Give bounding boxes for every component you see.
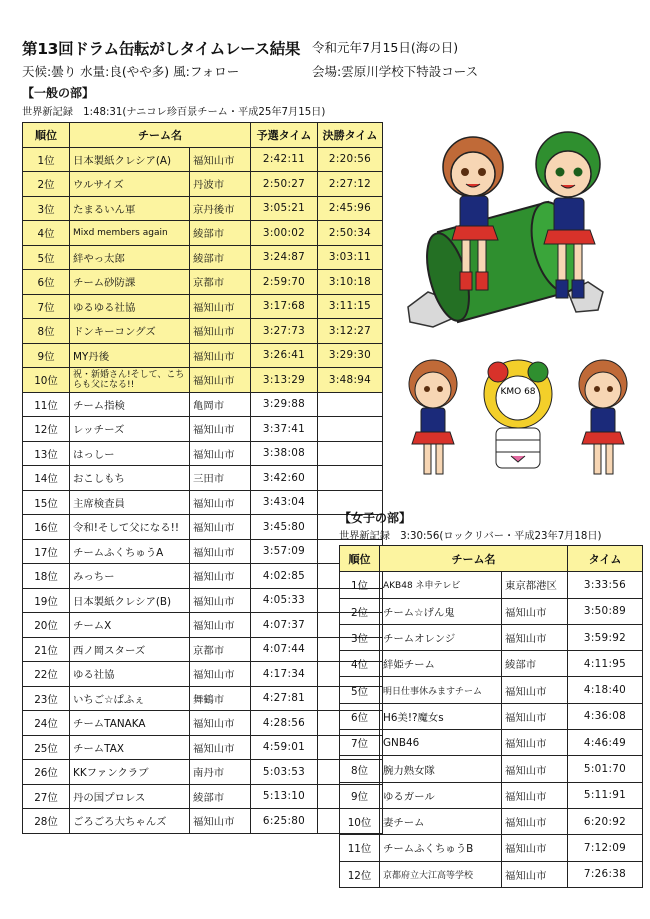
table-row — [23, 196, 383, 221]
team-name-cell: チームTANAKA — [70, 711, 190, 736]
rank-cell: 22位 — [23, 662, 70, 687]
rank-cell: 17位 — [23, 539, 70, 564]
city-cell: 福知山市 — [502, 703, 568, 729]
prelim-time-cell: 3:38:08 — [251, 441, 318, 466]
girl-mascot-right-icon — [579, 360, 627, 474]
team-name-cell: はっしー — [70, 441, 190, 466]
table-row — [23, 613, 383, 638]
prelim-time-cell: 3:42:60 — [251, 466, 318, 491]
general-world-record: 世界新記録 1:48:31(ナニコレ珍百景チーム・平成25年7月15日) — [22, 107, 326, 118]
table-row — [23, 809, 383, 834]
table-row — [23, 294, 383, 319]
rank-cell: 9位 — [23, 343, 70, 368]
time-cell: 7:26:38 — [568, 861, 643, 887]
prelim-time-cell: 3:57:09 — [251, 539, 318, 564]
women-world-record: 世界新記録 3:30:56(ロックリバー・平成23年7月18日) — [339, 531, 602, 542]
city-cell: 福知山市 — [502, 861, 568, 887]
team-name-cell: 明日仕事休みますチーム — [380, 677, 502, 703]
rank-cell: 12位 — [340, 861, 380, 887]
team-name-cell: 祝・新婚さん!そして、こちらも父になる!! — [70, 368, 190, 393]
team-name-cell: 主席検査員 — [70, 490, 190, 515]
city-cell: 綾部市 — [190, 221, 251, 246]
final-time-cell: 3:03:11 — [318, 245, 383, 270]
time-cell: 4:18:40 — [568, 677, 643, 703]
team-name-cell: チームオレンジ — [380, 624, 502, 650]
prelim-time-cell: 3:05:21 — [251, 196, 318, 221]
final-time-cell: 2:50:34 — [318, 221, 383, 246]
prelim-time-cell: 3:43:04 — [251, 490, 318, 515]
city-cell: 福知山市 — [190, 588, 251, 613]
prelim-time-cell: 5:03:53 — [251, 760, 318, 785]
city-cell: 福知山市 — [502, 598, 568, 624]
general-section-heading: 【一般の部】 — [22, 86, 95, 100]
table-row — [23, 784, 383, 809]
table-row — [23, 490, 383, 515]
prelim-time-cell: 4:07:37 — [251, 613, 318, 638]
team-name-cell: チーム指検 — [70, 392, 190, 417]
table-row — [340, 703, 643, 729]
table-row — [23, 147, 383, 172]
header-final: 決勝タイム — [318, 123, 383, 148]
time-cell: 5:01:70 — [568, 756, 643, 782]
rank-cell: 15位 — [23, 490, 70, 515]
header-team: チーム名 — [380, 546, 568, 572]
rank-cell: 4位 — [23, 221, 70, 246]
team-name-cell: Mixd members again — [70, 221, 190, 246]
final-time-cell: 3:10:18 — [318, 270, 383, 295]
table-row — [23, 735, 383, 760]
final-time-cell — [318, 417, 383, 442]
final-time-cell — [318, 392, 383, 417]
final-time-cell: 3:12:27 — [318, 319, 383, 344]
city-cell: 福知山市 — [190, 147, 251, 172]
team-name-cell: 日本製紙クレシア(A) — [70, 147, 190, 172]
team-name-cell: 日本製紙クレシア(B) — [70, 588, 190, 613]
rank-cell: 6位 — [23, 270, 70, 295]
city-cell: 亀岡市 — [190, 392, 251, 417]
team-name-cell: 絆やっ太郎 — [70, 245, 190, 270]
final-time-cell: 2:20:56 — [318, 147, 383, 172]
prelim-time-cell: 3:26:41 — [251, 343, 318, 368]
prelim-time-cell: 3:45:80 — [251, 515, 318, 540]
team-name-cell: 令和!そして父になる!! — [70, 515, 190, 540]
city-cell: 福知山市 — [502, 782, 568, 808]
prelim-time-cell: 2:59:70 — [251, 270, 318, 295]
rank-cell: 12位 — [23, 417, 70, 442]
team-name-cell: ゆるガール — [380, 782, 502, 808]
table-row — [23, 564, 383, 589]
women-section-heading: 【女子の部】 — [339, 511, 412, 525]
city-cell: 福知山市 — [502, 835, 568, 861]
team-name-cell: 妻チーム — [380, 808, 502, 834]
table-row — [23, 221, 383, 246]
city-cell: 綾部市 — [502, 651, 568, 677]
team-name-cell: ドンキーコングズ — [70, 319, 190, 344]
table-row — [340, 756, 643, 782]
table-row — [23, 711, 383, 736]
time-cell: 3:33:56 — [568, 572, 643, 598]
city-cell: 福知山市 — [190, 319, 251, 344]
final-time-cell — [318, 466, 383, 491]
city-cell: 福知山市 — [190, 294, 251, 319]
prelim-time-cell: 3:37:41 — [251, 417, 318, 442]
city-cell: 福知山市 — [190, 735, 251, 760]
event-date: 令和元年7月15日(海の日) — [312, 40, 459, 55]
prelim-time-cell: 3:13:29 — [251, 368, 318, 393]
team-name-cell: チームふくちゅうA — [70, 539, 190, 564]
prelim-time-cell: 3:17:68 — [251, 294, 318, 319]
table-row — [340, 730, 643, 756]
women-results-table — [339, 545, 643, 888]
city-cell: 福知山市 — [190, 809, 251, 834]
team-name-cell: MY丹後 — [70, 343, 190, 368]
prelim-time-cell: 5:13:10 — [251, 784, 318, 809]
rank-cell: 21位 — [23, 637, 70, 662]
drum-girls-illustration — [398, 122, 638, 342]
table-row — [340, 572, 643, 598]
table-row — [23, 662, 383, 687]
city-cell: 福知山市 — [190, 441, 251, 466]
table-row — [23, 539, 383, 564]
rank-cell: 8位 — [23, 319, 70, 344]
prelim-time-cell: 3:29:88 — [251, 392, 318, 417]
rank-cell: 13位 — [23, 441, 70, 466]
city-cell: 福知山市 — [502, 677, 568, 703]
rank-cell: 1位 — [340, 572, 380, 598]
team-name-cell: 絆姫チーム — [380, 651, 502, 677]
rank-cell: 7位 — [340, 730, 380, 756]
table-row — [23, 417, 383, 442]
table-row — [23, 637, 383, 662]
table-row — [23, 319, 383, 344]
table-row — [340, 861, 643, 887]
team-name-cell: おこしもち — [70, 466, 190, 491]
header-time: タイム — [568, 546, 643, 572]
time-cell: 7:12:09 — [568, 835, 643, 861]
final-time-cell: 3:48:94 — [318, 368, 383, 393]
team-name-cell: チームX — [70, 613, 190, 638]
prelim-time-cell: 4:07:44 — [251, 637, 318, 662]
city-cell: 綾部市 — [190, 245, 251, 270]
rank-cell: 6位 — [340, 703, 380, 729]
prelim-time-cell: 3:27:73 — [251, 319, 318, 344]
rank-cell: 5位 — [340, 677, 380, 703]
rank-cell: 11位 — [23, 392, 70, 417]
table-header-row — [340, 546, 643, 572]
city-cell: 綾部市 — [190, 784, 251, 809]
team-name-cell: H6美!?魔女s — [380, 703, 502, 729]
city-cell: 福知山市 — [190, 417, 251, 442]
table-row — [23, 760, 383, 785]
mascot-badge: KMO 68 — [500, 387, 536, 397]
rank-cell: 11位 — [340, 835, 380, 861]
time-cell: 4:11:95 — [568, 651, 643, 677]
prelim-time-cell: 4:02:85 — [251, 564, 318, 589]
prelim-time-cell: 3:00:02 — [251, 221, 318, 246]
table-row — [23, 441, 383, 466]
table-row — [340, 835, 643, 861]
table-header-row — [23, 123, 383, 148]
city-cell: 東京都港区 — [502, 572, 568, 598]
city-cell: 京丹後市 — [190, 196, 251, 221]
rank-cell: 24位 — [23, 711, 70, 736]
lion-mascot-icon — [484, 360, 552, 468]
table-row — [23, 686, 383, 711]
city-cell: 京都市 — [190, 270, 251, 295]
rank-cell: 20位 — [23, 613, 70, 638]
rank-cell: 4位 — [340, 651, 380, 677]
city-cell: 福知山市 — [190, 564, 251, 589]
time-cell: 3:50:89 — [568, 598, 643, 624]
team-name-cell: チームTAX — [70, 735, 190, 760]
final-time-cell: 2:45:96 — [318, 196, 383, 221]
prelim-time-cell: 6:25:80 — [251, 809, 318, 834]
mascots-illustration — [398, 352, 638, 487]
table-row — [340, 808, 643, 834]
time-cell: 4:36:08 — [568, 703, 643, 729]
table-row — [23, 343, 383, 368]
rank-cell: 7位 — [23, 294, 70, 319]
team-name-cell: AKB48 ネ申テレビ — [380, 572, 502, 598]
prelim-time-cell: 4:59:01 — [251, 735, 318, 760]
team-name-cell: 西ノ岡スターズ — [70, 637, 190, 662]
rank-cell: 16位 — [23, 515, 70, 540]
header-rank: 順位 — [23, 123, 70, 148]
venue: 会場:雲原川学校下特設コース — [312, 64, 479, 79]
table-row — [23, 392, 383, 417]
rank-cell: 10位 — [340, 808, 380, 834]
rank-cell: 10位 — [23, 368, 70, 393]
table-row — [340, 782, 643, 808]
rank-cell: 9位 — [340, 782, 380, 808]
team-name-cell: チーム砂防課 — [70, 270, 190, 295]
table-row — [340, 624, 643, 650]
final-time-cell: 2:27:12 — [318, 172, 383, 197]
prelim-time-cell: 2:50:27 — [251, 172, 318, 197]
rank-cell: 27位 — [23, 784, 70, 809]
table-row — [23, 515, 383, 540]
city-cell: 福知山市 — [190, 515, 251, 540]
rank-cell: 5位 — [23, 245, 70, 270]
prelim-time-cell: 4:17:34 — [251, 662, 318, 687]
team-name-cell: レッチーズ — [70, 417, 190, 442]
final-time-cell: 3:11:15 — [318, 294, 383, 319]
table-row — [340, 677, 643, 703]
city-cell: 舞鶴市 — [190, 686, 251, 711]
city-cell: 福知山市 — [190, 343, 251, 368]
prelim-time-cell: 4:28:56 — [251, 711, 318, 736]
table-row — [340, 598, 643, 624]
city-cell: 福知山市 — [502, 624, 568, 650]
city-cell: 丹波市 — [190, 172, 251, 197]
rank-cell: 28位 — [23, 809, 70, 834]
city-cell: 福知山市 — [502, 730, 568, 756]
girl-mascot-left-icon — [409, 360, 457, 474]
header-team: チーム名 — [70, 123, 251, 148]
city-cell: 福知山市 — [190, 539, 251, 564]
time-cell: 5:11:91 — [568, 782, 643, 808]
team-name-cell: たまるいん軍 — [70, 196, 190, 221]
time-cell: 6:20:92 — [568, 808, 643, 834]
city-cell: 京都市 — [190, 637, 251, 662]
rank-cell: 2位 — [340, 598, 380, 624]
time-cell: 4:46:49 — [568, 730, 643, 756]
rank-cell: 25位 — [23, 735, 70, 760]
city-cell: 福知山市 — [502, 808, 568, 834]
city-cell: 福知山市 — [190, 711, 251, 736]
rank-cell: 2位 — [23, 172, 70, 197]
table-row — [23, 270, 383, 295]
city-cell: 福知山市 — [190, 613, 251, 638]
prelim-time-cell: 3:24:87 — [251, 245, 318, 270]
team-name-cell: ゆるゆる社協 — [70, 294, 190, 319]
city-cell: 三田市 — [190, 466, 251, 491]
team-name-cell: ウルサイズ — [70, 172, 190, 197]
rank-cell: 14位 — [23, 466, 70, 491]
final-time-cell: 3:29:30 — [318, 343, 383, 368]
city-cell: 福知山市 — [190, 662, 251, 687]
rank-cell: 3位 — [23, 196, 70, 221]
rank-cell: 23位 — [23, 686, 70, 711]
table-row — [340, 651, 643, 677]
page-title: 第13回ドラム缶転がしタイムレース結果 — [22, 40, 301, 58]
header-prelim: 予選タイム — [251, 123, 318, 148]
city-cell: 福知山市 — [190, 490, 251, 515]
prelim-time-cell: 4:27:81 — [251, 686, 318, 711]
table-row — [23, 172, 383, 197]
team-name-cell: GNB46 — [380, 730, 502, 756]
team-name-cell: 丹の国プロレス — [70, 784, 190, 809]
city-cell: 福知山市 — [502, 756, 568, 782]
general-results-table — [22, 122, 383, 834]
rank-cell: 3位 — [340, 624, 380, 650]
team-name-cell: いちご☆ぱふぇ — [70, 686, 190, 711]
table-row — [23, 368, 383, 393]
city-cell: 南丹市 — [190, 760, 251, 785]
rank-cell: 18位 — [23, 564, 70, 589]
table-row — [23, 466, 383, 491]
time-cell: 3:59:92 — [568, 624, 643, 650]
team-name-cell: チーム☆げん鬼 — [380, 598, 502, 624]
prelim-time-cell: 2:42:11 — [251, 147, 318, 172]
team-name-cell: みっちー — [70, 564, 190, 589]
rank-cell: 26位 — [23, 760, 70, 785]
rank-cell: 19位 — [23, 588, 70, 613]
rank-cell: 8位 — [340, 756, 380, 782]
table-row — [23, 245, 383, 270]
team-name-cell: チームふくちゅうB — [380, 835, 502, 861]
table-row — [23, 588, 383, 613]
header-rank: 順位 — [340, 546, 380, 572]
weather-conditions: 天候:曇り 水量:良(やや多) 風:フォロー — [22, 64, 240, 79]
prelim-time-cell: 4:05:33 — [251, 588, 318, 613]
rank-cell: 1位 — [23, 147, 70, 172]
final-time-cell — [318, 441, 383, 466]
team-name-cell: 腕力熟女隊 — [380, 756, 502, 782]
team-name-cell: 京都府立大江高等学校 — [380, 861, 502, 887]
team-name-cell: KKファンクラブ — [70, 760, 190, 785]
team-name-cell: ごろごろ大ちゃんズ — [70, 809, 190, 834]
city-cell: 福知山市 — [190, 368, 251, 393]
team-name-cell: ゆる社協 — [70, 662, 190, 687]
